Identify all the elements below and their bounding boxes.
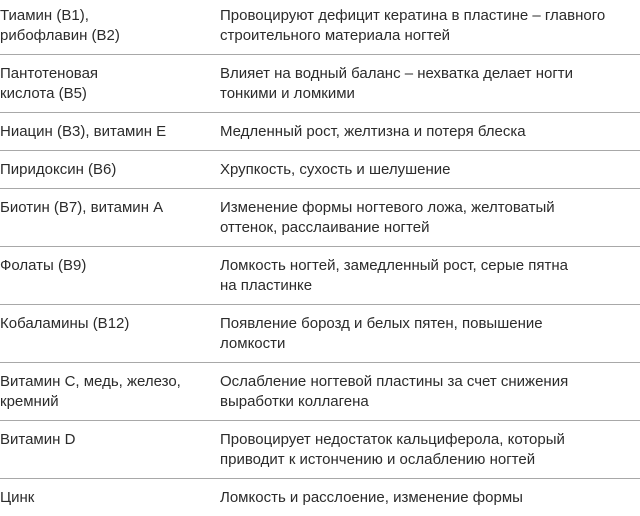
vitamin-cell: Тиамин (В1), рибофлавин (В2) (0, 0, 220, 55)
vitamin-cell: Пантотеновая кислота (В5) (0, 55, 220, 113)
effect-cell: Влияет на водный баланс – нехватка делает ногти тонкими и ломкими (220, 55, 640, 113)
table-row (0, 55, 640, 113)
effect-cell: Медленный рост, желтизна и потеря блеска (220, 113, 640, 151)
effect-cell: Ломкость ногтей, замедленный рост, серые пятна на пластинке (220, 247, 640, 305)
effect-cell: Ломкость и расслоение, изменение формы (220, 479, 640, 516)
effect-cell: Появление борозд и белых пятен, повышение ломкости (220, 305, 640, 363)
effect-cell: Провоцируют дефицит кератина в пластине – главного строительного материала ногтей (220, 0, 640, 55)
table-row (0, 305, 640, 363)
vitamin-cell: Биотин (В7), витамин А (0, 189, 220, 247)
vitamin-cell: Витамин D (0, 421, 220, 479)
table-row (0, 479, 640, 516)
effect-cell: Изменение формы ногтевого ложа, желтоватый оттенок, расслаивание ногтей (220, 189, 640, 247)
table-row (0, 0, 640, 55)
table-row (0, 247, 640, 305)
effect-cell: Хрупкость, сухость и шелушение (220, 151, 640, 189)
table-row (0, 189, 640, 247)
table-row (0, 113, 640, 151)
vitamin-cell: Витамин С, медь, железо, кремний (0, 363, 220, 421)
vitamin-cell: Ниацин (В3), витамин Е (0, 113, 220, 151)
effect-cell: Провоцирует недостаток кальциферола, который приводит к истончению и ослаблению ногтей (220, 421, 640, 479)
vitamin-cell: Кобаламины (В12) (0, 305, 220, 363)
vitamin-cell: Фолаты (В9) (0, 247, 220, 305)
effect-cell: Ослабление ногтевой пластины за счет снижения выработки коллагена (220, 363, 640, 421)
vitamin-cell: Пиридоксин (В6) (0, 151, 220, 189)
table-row (0, 363, 640, 421)
table-row (0, 421, 640, 479)
table-row (0, 151, 640, 189)
vitamin-cell: Цинк (0, 479, 220, 516)
